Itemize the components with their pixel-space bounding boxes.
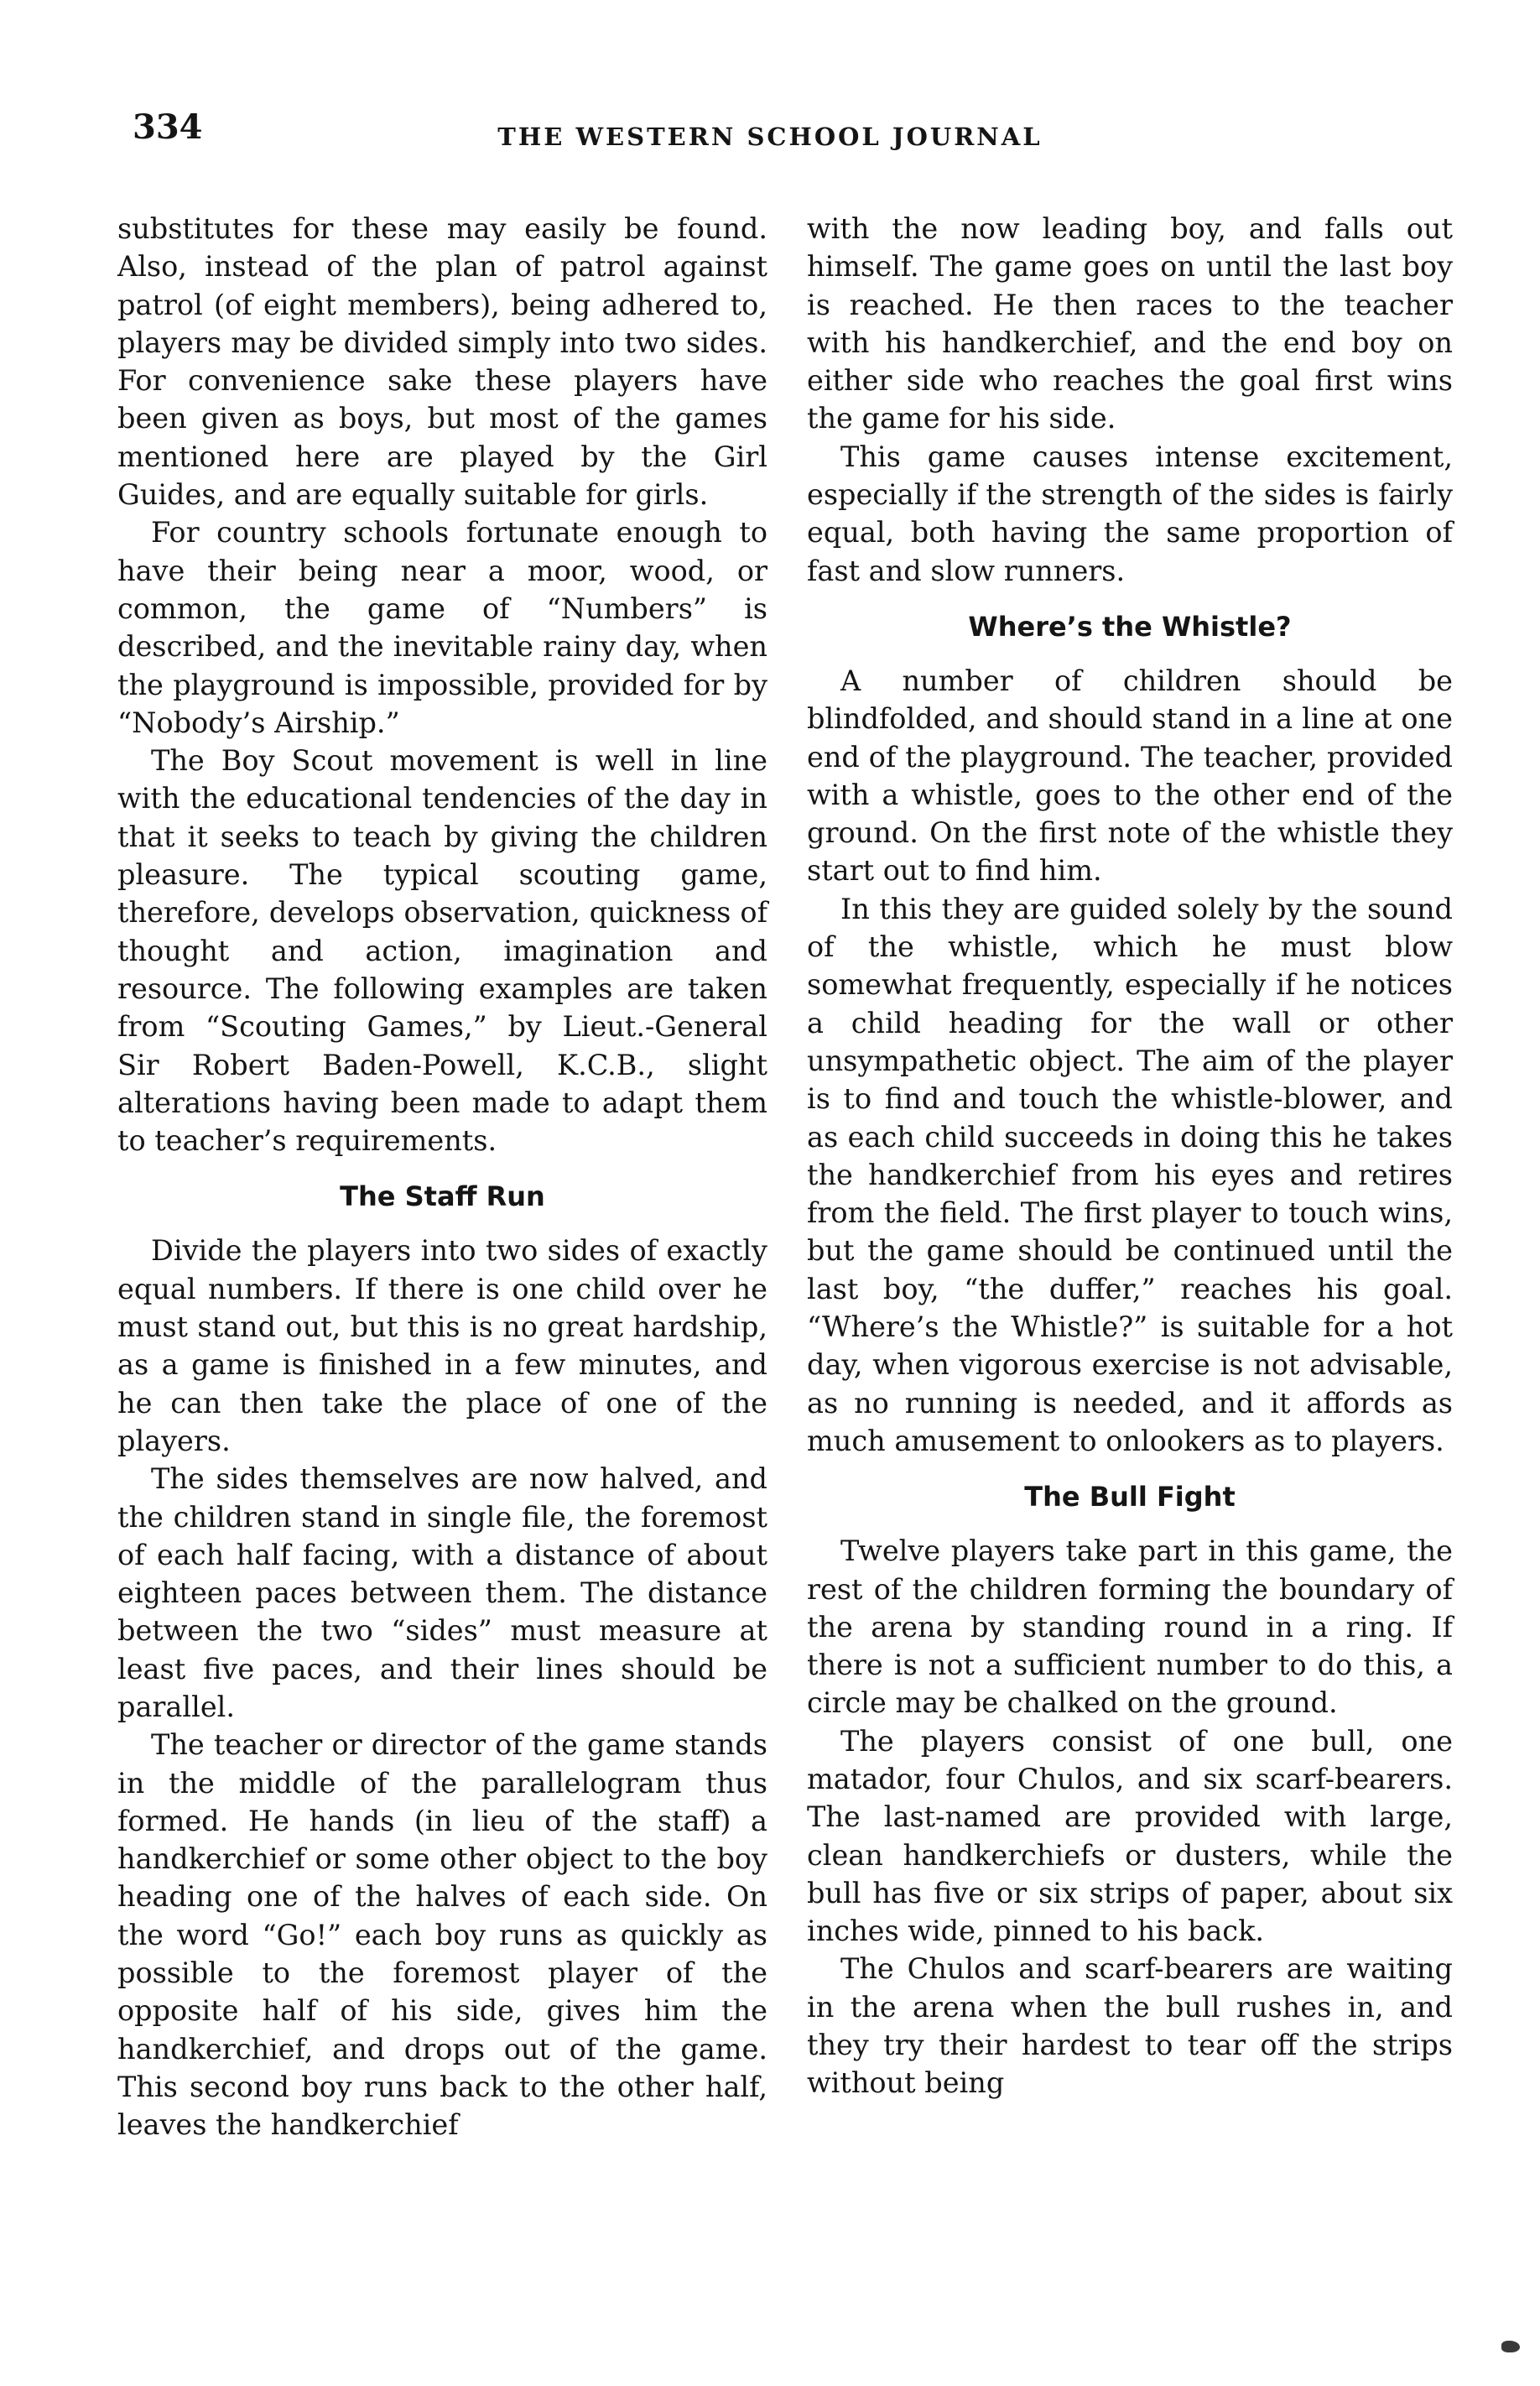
paragraph: The Chulos and scarf-bearers are waiting in the arena when the bull rushes in, and they try their hardest to tear off the strips without being — [807, 1952, 1453, 2100]
paragraph: substitutes for these may easily be found. Also, instead of the plan of patrol against patrol (of eight members), being adhered to, players may be divided simply into two sides. For convenience sake these players have been given as boys, but most of the games mentioned here are played by the Girl Guides, and are equally suitable for girls. — [117, 212, 767, 512]
ink-speck — [1501, 2341, 1520, 2352]
paragraph: Divide the players into two sides of exactly equal numbers. If there is one child over he must stand out, but this is no great hardship, as a game is finished in a few minutes, and he can then take the place of one of the players. — [117, 1234, 767, 1457]
left-column — [117, 210, 767, 2144]
section-heading-bull-fight: The Bull Fight — [1024, 1481, 1236, 1513]
paragraph: with the now leading boy, and falls out himself. The game goes on until the last boy is reached. He then races to the teacher with his handkerchief, and the end boy on either side who reaches the goal first wins the game for his side. — [807, 212, 1453, 435]
paragraph: The players consist of one bull, one matador, four Chulos, and six scarf-bearers. The last-named are provided with large, clean handkerchiefs or dusters, while the bull has five or six strips of paper, about six inches wide, pinned to his back. — [807, 1724, 1453, 1948]
page-number: 334 — [133, 107, 203, 147]
paragraph: For country schools fortunate enough to have their being near a moor, wood, or common, the game of “Numbers” is described, and the inevitable rainy day, when the playground is impossible, provided for by “Nobody’s Airship.” — [117, 516, 767, 739]
paragraph: In this they are guided solely by the sound of the whistle, which he must blow somewhat frequently, especially if he notices a child heading for the wall or other unsympathetic object. The aim of the player is to find and touch the whistle-blower, and as each child succeeds in doing this he takes the handkerchief from his eyes and retires from the field. The first player to touch wins, but the game should be continued until the last boy, “the duffer,” reaches his goal. “Where’s the Whistle?” is suitable for a hot day, when vigorous exercise is not advisable, as no running is needed, and it affords as much amusement to onlookers as to players. — [807, 892, 1453, 1457]
running-head: THE WESTERN SCHOOL JOURNAL — [497, 122, 1043, 151]
paragraph: This game causes intense excitement, especially if the strength of the sides is fairly equal, both having the same proportion of fast and slow runners. — [807, 440, 1453, 587]
paragraph: The teacher or director of the game stands in the middle of the parallelogram thus formed. He hands (in lieu of the staff) a handkerchief or some other object to the boy heading one of the halves of each side. On the word “Go!” each boy runs as quickly as possible to the foremost player of the opposite half of his side, gives him the handkerchief, and drops out of the game. This second boy runs back to the other half, leaves the handkerchief — [117, 1728, 767, 2142]
paragraph: A number of children should be blindfolded, and should stand in a line at one end of the playground. The teacher, provided with a whistle, goes to the other end of the ground. On the first note of the whistle they start out to find him. — [807, 664, 1453, 888]
paragraph: Twelve players take part in this game, the rest of the children forming the boundary of the arena by standing round in a ring. If there is not a sufficient number to do this, a circle may be chalked on the ground. — [807, 1534, 1453, 1720]
section-heading-whistle: Where’s the Whistle? — [968, 610, 1292, 643]
section-heading-staff-run: The Staff Run — [340, 1180, 545, 1213]
right-column — [807, 210, 1453, 2102]
paragraph: The Boy Scout movement is well in line with the educational tendencies of the day in that it seeks to teach by giving the children pleasure. The typical scouting game, therefore, develops observation, quickness of thought and action, imagination and resource. The following examples are taken from “Scouting Games,” by Lieut.-General Sir Robert Baden-Powell, K.C.B., slight alterations having been made to adapt them to teacher’s requirements. — [117, 744, 767, 1158]
paragraph: The sides themselves are now halved, and the children stand in single file, the foremost of each half facing, with a distance of about eighteen paces between them. The distance between the two “sides” must measure at least five paces, and their lines should be parallel. — [117, 1462, 767, 1723]
